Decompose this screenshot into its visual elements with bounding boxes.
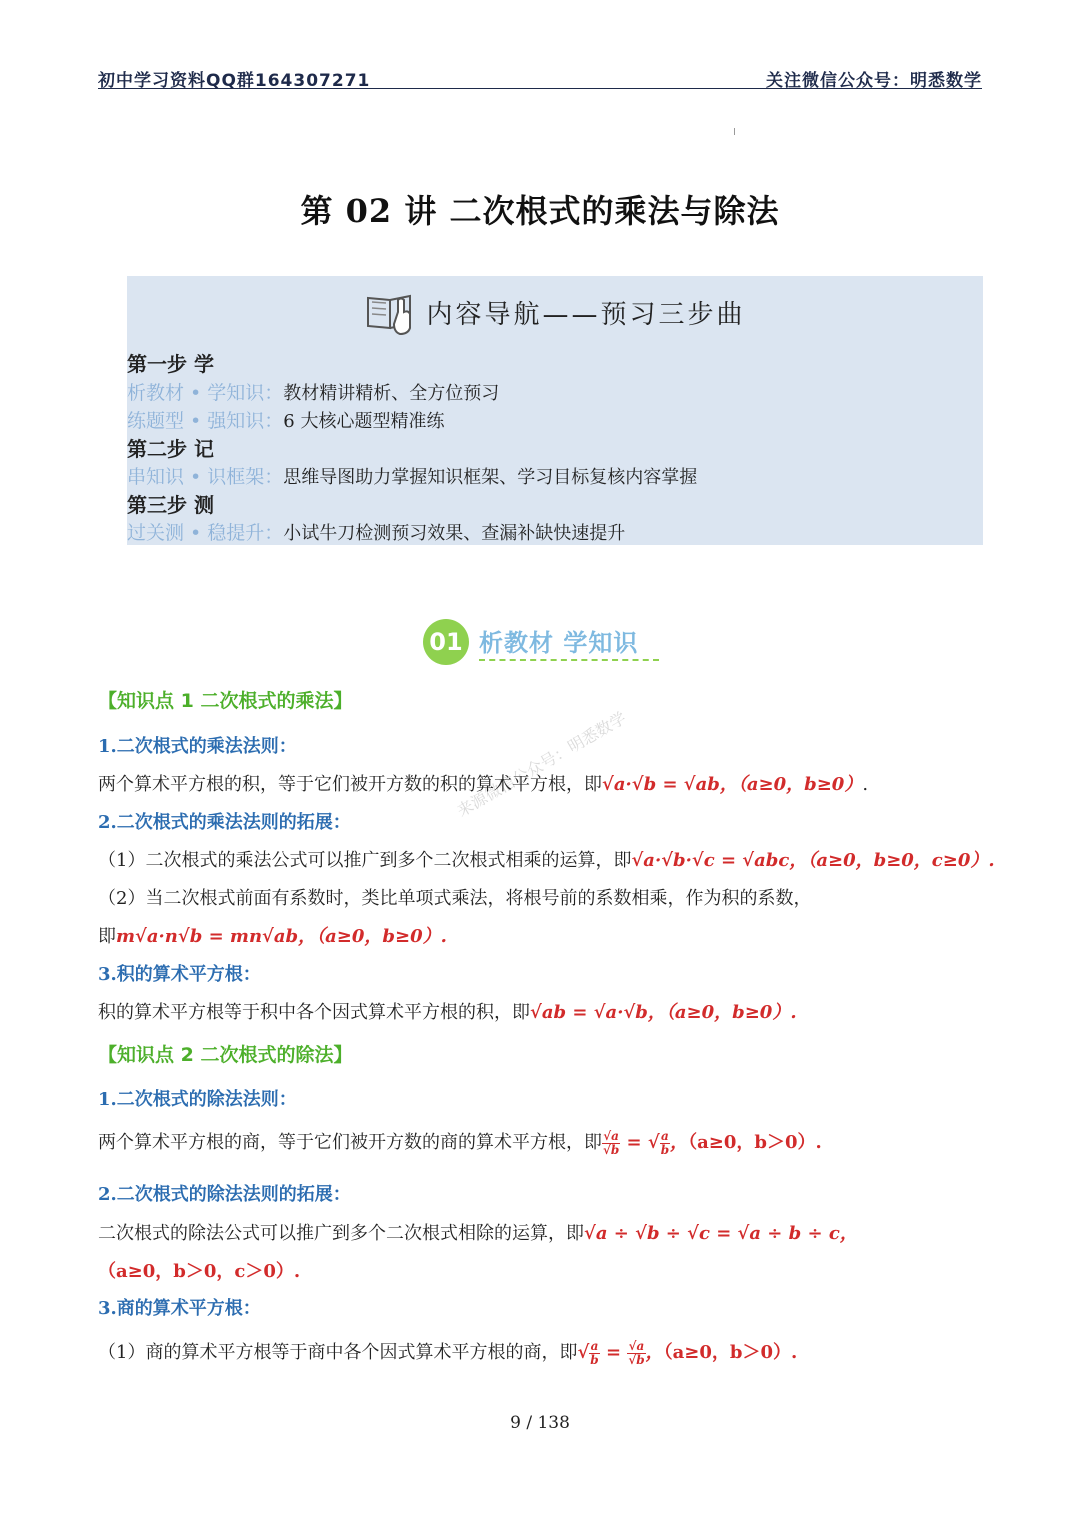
kp2-s2-para (98, 1219, 858, 1245)
kp2-s2-text: 二次根式的除法公式可以推广到多个二次根式相除的运算，即 (98, 1223, 584, 1244)
kp2-s2-cond: （a≥0，b＞0，c＞0）. (98, 1261, 301, 1282)
kp1-s3-text: 积的算术平方根等于积中各个因式算术平方根的积，即 (98, 1002, 530, 1023)
nav-item-4 (127, 518, 625, 545)
kp1-s3-title: 3.积的算术平方根： (98, 964, 261, 985)
nav-item-2 (127, 406, 444, 433)
page-number: 9 / 138 (510, 1413, 570, 1433)
nav-item-4-text: 小试牛刀检测预习效果、查漏补缺快速提升 (283, 523, 626, 544)
kp1-s2-p1 (98, 846, 995, 872)
section-badge (423, 617, 663, 667)
header-rule (98, 88, 982, 89)
kp2-s1-para (98, 1128, 822, 1157)
nav-item-4-label: 过关测 • 稳提升： (127, 522, 284, 544)
kp2-s1-title: 1.二次根式的除法法则： (98, 1089, 297, 1110)
section-label: 析教材 学知识 (479, 629, 639, 657)
kp1-s2-p3 (98, 922, 447, 948)
nav-box (127, 276, 983, 545)
nav-item-1 (127, 378, 499, 405)
nav-item-2-label: 练题型 • 强知识： (127, 410, 284, 432)
kp1-s2-p3-formula: m√a·n√b = mn√ab，（a≥0，b≥0）. (116, 926, 447, 947)
nav-step-1: 第一步 学 (127, 352, 214, 376)
kp2-s2-title: 2.二次根式的除法法则的拓展： (98, 1184, 351, 1205)
header-left: 初中学习资料QQ群164307271 (98, 71, 371, 91)
kp1-s1-end: . (862, 774, 869, 795)
nav-step-2: 第二步 记 (127, 437, 214, 461)
kp1-title: 【知识点 1 二次根式的乘法】 (98, 690, 353, 712)
nav-item-3 (127, 462, 697, 489)
kp1-s3-para (98, 998, 797, 1024)
section-number: 01 (423, 619, 469, 665)
kp1-s1-title: 1.二次根式的乘法法则： (98, 736, 297, 757)
kp2-s3-para (98, 1338, 797, 1367)
kp2-s3-text: （1）商的算术平方根等于商中各个因式算术平方根的商，即 (98, 1342, 578, 1363)
nav-title: 内容导航——预习三步曲 (426, 300, 746, 330)
section-underline (479, 659, 659, 661)
nav-step-3: 第三步 测 (127, 493, 214, 517)
nav-item-3-text: 思维导图助力掌握知识框架、学习目标复核内容掌握 (283, 467, 698, 488)
tick-mark (734, 128, 735, 135)
nav-item-2-text: 6 大核心题型精准练 (283, 411, 445, 432)
nav-item-1-text: 教材精讲精析、全方位预习 (283, 383, 500, 404)
nav-item-1-label: 析教材 • 学知识： (127, 382, 284, 404)
kp2-s2-formula: √a ÷ √b ÷ √c = √a ÷ b ÷ c， (584, 1223, 858, 1244)
kp2-s1-text: 两个算术平方根的商，等于它们被开方数的商的算术平方根，即 (98, 1132, 602, 1153)
kp1-s1-text: 两个算术平方根的积，等于它们被开方数的积的算术平方根，即 (98, 774, 602, 795)
watermark: 来源微信公众号：明悉数学 (453, 708, 630, 821)
book-icon (364, 288, 420, 343)
kp1-s2-title: 2.二次根式的乘法法则的拓展： (98, 812, 351, 833)
kp2-s3-formula: √ $\frac{a}{b}$ = $\frac{√a}{√b}$ ， (577, 1338, 664, 1367)
kp1-s2-p3-prefix: 即 (98, 926, 116, 947)
kp2-s3-title: 3.商的算术平方根： (98, 1298, 261, 1319)
kp1-s1-para (98, 770, 868, 796)
kp1-s3-formula: √ab = √a·√b，（a≥0，b≥0）. (530, 1002, 797, 1023)
kp1-s2-p1-formula: √a·√b·√c = √abc，（a≥0，b≥0，c≥0）. (631, 850, 995, 871)
kp2-s1-formula: $\frac{√a}{√b}$ = √ $\frac{a}{b}$ ， (603, 1128, 689, 1157)
kp2-s1-cond: （a≥0，b＞0）. (688, 1132, 822, 1153)
nav-heading (127, 288, 983, 343)
kp2-title: 【知识点 2 二次根式的除法】 (98, 1044, 353, 1066)
nav-item-3-label: 串知识 • 识框架： (127, 466, 284, 488)
kp2-s3-cond: （a≥0，b＞0）. (663, 1342, 798, 1363)
kp1-s1-formula: √a·√b = √ab，（a≥0，b≥0） (602, 774, 863, 795)
page-title: 第 02 讲 二次根式的乘法与除法 (300, 192, 780, 230)
header-right: 关注微信公众号：明悉数学 (766, 71, 982, 91)
kp1-s2-p1-text: （1）二次根式的乘法公式可以推广到多个二次根式相乘的运算，即 (98, 850, 632, 871)
kp1-s2-p2: （2）当二次根式前面有系数时，类比单项式乘法，将根号前的系数相乘，作为积的系数， (98, 888, 812, 909)
